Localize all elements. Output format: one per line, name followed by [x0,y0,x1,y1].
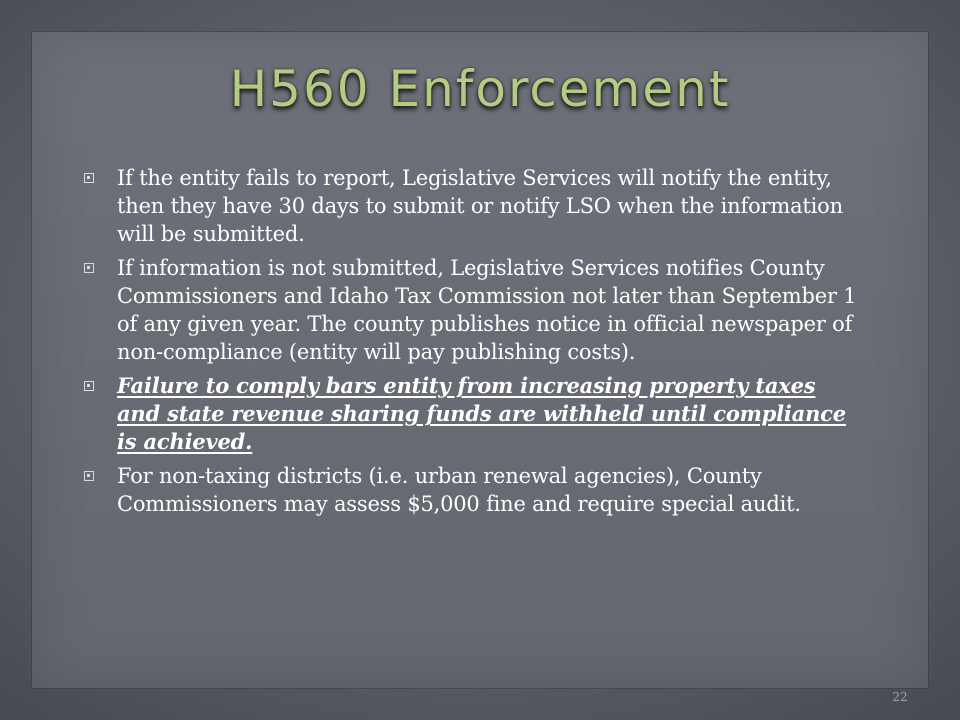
bullet-text: If the entity fails to report, Legislative Services will notify the entity, then they have 30 days to submit or notify LSO when the information will be submitted. [117,166,843,246]
bullet-item [84,164,864,248]
bullet-item [84,254,864,366]
square-bullet-icon [84,173,94,183]
square-bullet-icon [84,263,94,273]
bullet-text: For non-taxing districts (i.e. urban renewal agencies), County Commissioners may assess $5,000 fine and require special audit. [117,464,801,516]
slide-title: H560 Enforcement [229,60,731,118]
square-bullet-icon [84,381,94,391]
bullet-item [84,462,864,518]
bullet-list [84,164,864,524]
bullet-text: Failure to comply bars entity from increasing property taxes and state revenue sharing funds are withheld until compliance is achieved. [117,373,846,454]
slide-number: 22 [892,690,908,704]
bullet-item-emphasized [84,372,864,456]
square-bullet-icon [84,471,94,481]
bullet-text: If information is not submitted, Legislative Services notifies County Commissioners and Idaho Tax Commission not later than September 1 of any given year. The county publishes notice in official newspaper of non-compliance (entity will pay publishing costs). [117,256,857,364]
